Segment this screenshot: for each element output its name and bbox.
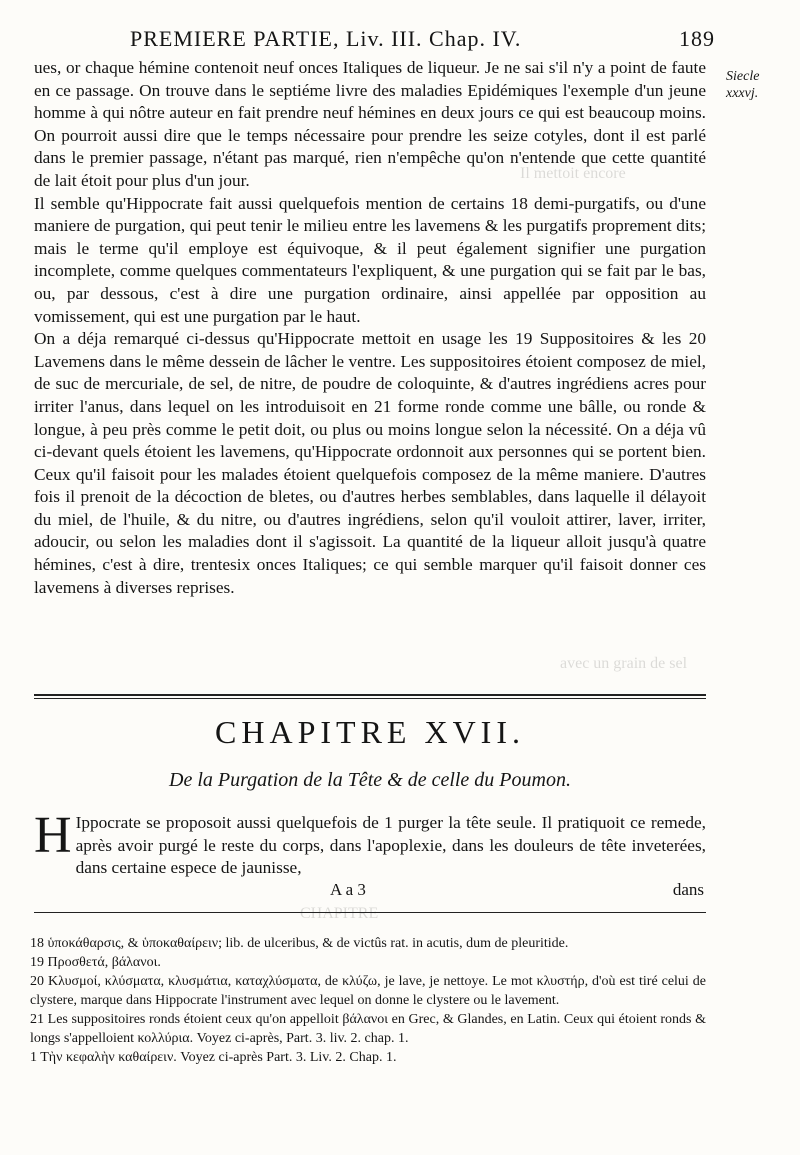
footnote: 19 Προσθετά, βάλανοι. — [30, 955, 161, 970]
footnote: 1 Τὴν κεφαλὴν καθαίρειν. Voyez ci-après Part. 3. Liv. 2. Chap. 1. — [30, 1050, 397, 1065]
show-through-text: avec un grain de sel — [560, 655, 688, 672]
show-through-text: Il mettoit encore — [520, 165, 626, 182]
paragraph: Il semble qu'Hippocrate fait aussi quelquefois mention de certains 18 demi-purgatifs, ou d'une maniere de purgation, qui peut tenir le milieu entre les lavemens & les purgatifs proprement dits; mais le terme qu'il employe est équivoque, & il peut également signifier une purgation incomplete, comme quelques commentateurs l'expliquent, & une purgation qui se fait par le bas, ou, par dessous, c'est à dire une purgation ordinaire, ainsi appellée par opposition au vomissement, qui est une purgation par le haut. — [34, 193, 706, 326]
footnotes — [30, 934, 706, 1067]
margin-note — [726, 68, 796, 102]
chapter-text — [34, 807, 706, 880]
page-number: 189 — [679, 26, 715, 51]
chapter-paragraph: Ippocrate se proposoit aussi quelquefois de 1 purger la tête seule. Il pratiquoit ce remede, après avoir purgé le reste du corps, dans l'apoplexie, dans les douleurs de tête inveterées, dans certaine espece de jaunisse, — [75, 813, 706, 878]
footnote: 18 ὑποκάθαρσις, & ὑποκαθαίρειν; lib. de ulceribus, & de victûs rat. in acutis, dum de pleuritide. — [30, 936, 569, 951]
catchword: dans — [672, 880, 704, 899]
paragraph: On a déja remarqué ci-dessus qu'Hippocrate mettoit en usage les 19 Suppositoires & les 20 Lavemens dans le même dessein de lâcher le ventre. Les suppositoires étoient composez de miel, de suc de mercuriale, de sel, de nitre, de poudre de coloquinte, & d'autres ingrédiens acres pour irriter l'anus, dans lequel on les introduisoit en 21 forme ronde comme une bâlle, ou ronde & longue, à peu près comme le petit doit, ou plus ou moins longue selon la nécessité. On a déja vû ci-devant quels étoient les lavemens, qu'Hippocrate ordonnoit aux personnes qui se portent bien. Ceux qu'il faisoit pour les malades étoient quelquefois composez de la même maniere. D'autres fois il prenoit de la décoction de bletes, ou d'autres herbes semblables, dans laquelle il délayoit du miel, de l'huile, & du nitre, ou d'autres ingrédiens, selon qu'il vouloit attirer, laver, irriter, adoucir, ou selon les maladies dont il s'agissoit. La quantité de la liqueur alloit jusqu'à quatre hémines, c'est à dire, trentesix onces Italiques; ce qui semble marquer qu'il faisoit donner ces lavemens à diverses reprises. — [34, 329, 706, 597]
footnote: 20 Κλυσμοί, κλύσματα, κλυσμάτια, καταχλύσματα, de κλύζω, je lave, je nettoye. Le mot κλυστήρ, d'où est tiré celui de clystere, marque dans Hippocrate l'instrument avec lequel on donne le clystere ou le lavement. — [30, 974, 706, 1008]
margin-note-line: xxxvj. — [726, 86, 759, 101]
drop-cap: H — [34, 807, 72, 864]
running-header — [130, 26, 715, 56]
footnote-rule — [34, 912, 706, 913]
signature-mark: A a 3 — [330, 880, 366, 899]
chapter-subtitle: De la Purgation de la Tête & de celle du Poumon. — [169, 769, 571, 791]
chapter-title: CHAPITRE XVII. — [215, 714, 525, 750]
margin-note-line: Siecle — [726, 69, 760, 84]
footnote: 21 Les suppositoires ronds étoient ceux qu'on appelloit βάλανοι en Grec, & Glandes, en Latin. Ceux qui étoient ronds & longs s'appelloient κολλύρια. Voyez ci-après, Part. 3. liv. 2. chap. 1. — [30, 1012, 706, 1046]
paragraph: ues, or chaque hémine contenoit neuf onces Italiques de liqueur. Je ne sai s'il n'y a point de faute en ce passage. On trouve dans le septiéme livre des maladies Epidémiques l'exemple d'un jeune homme à qui nôtre auteur en fait prendre neuf hémines en deux jours ce qui est beaucoup moins. On pourroit aussi dire que le temps nécessaire pour prendre les seize cotyles, dont il est parlé dans le premier passage, n'étant pas marqué, rien n'empêche qu'on n'entende que cette quantité de lait étoit pour plus d'un jour. — [34, 58, 706, 190]
section-rule — [34, 694, 706, 696]
show-through-text: CHAPITRE — [300, 905, 379, 922]
running-head: PREMIERE PARTIE, Liv. III. Chap. IV. — [130, 26, 522, 51]
main-text — [34, 57, 706, 599]
